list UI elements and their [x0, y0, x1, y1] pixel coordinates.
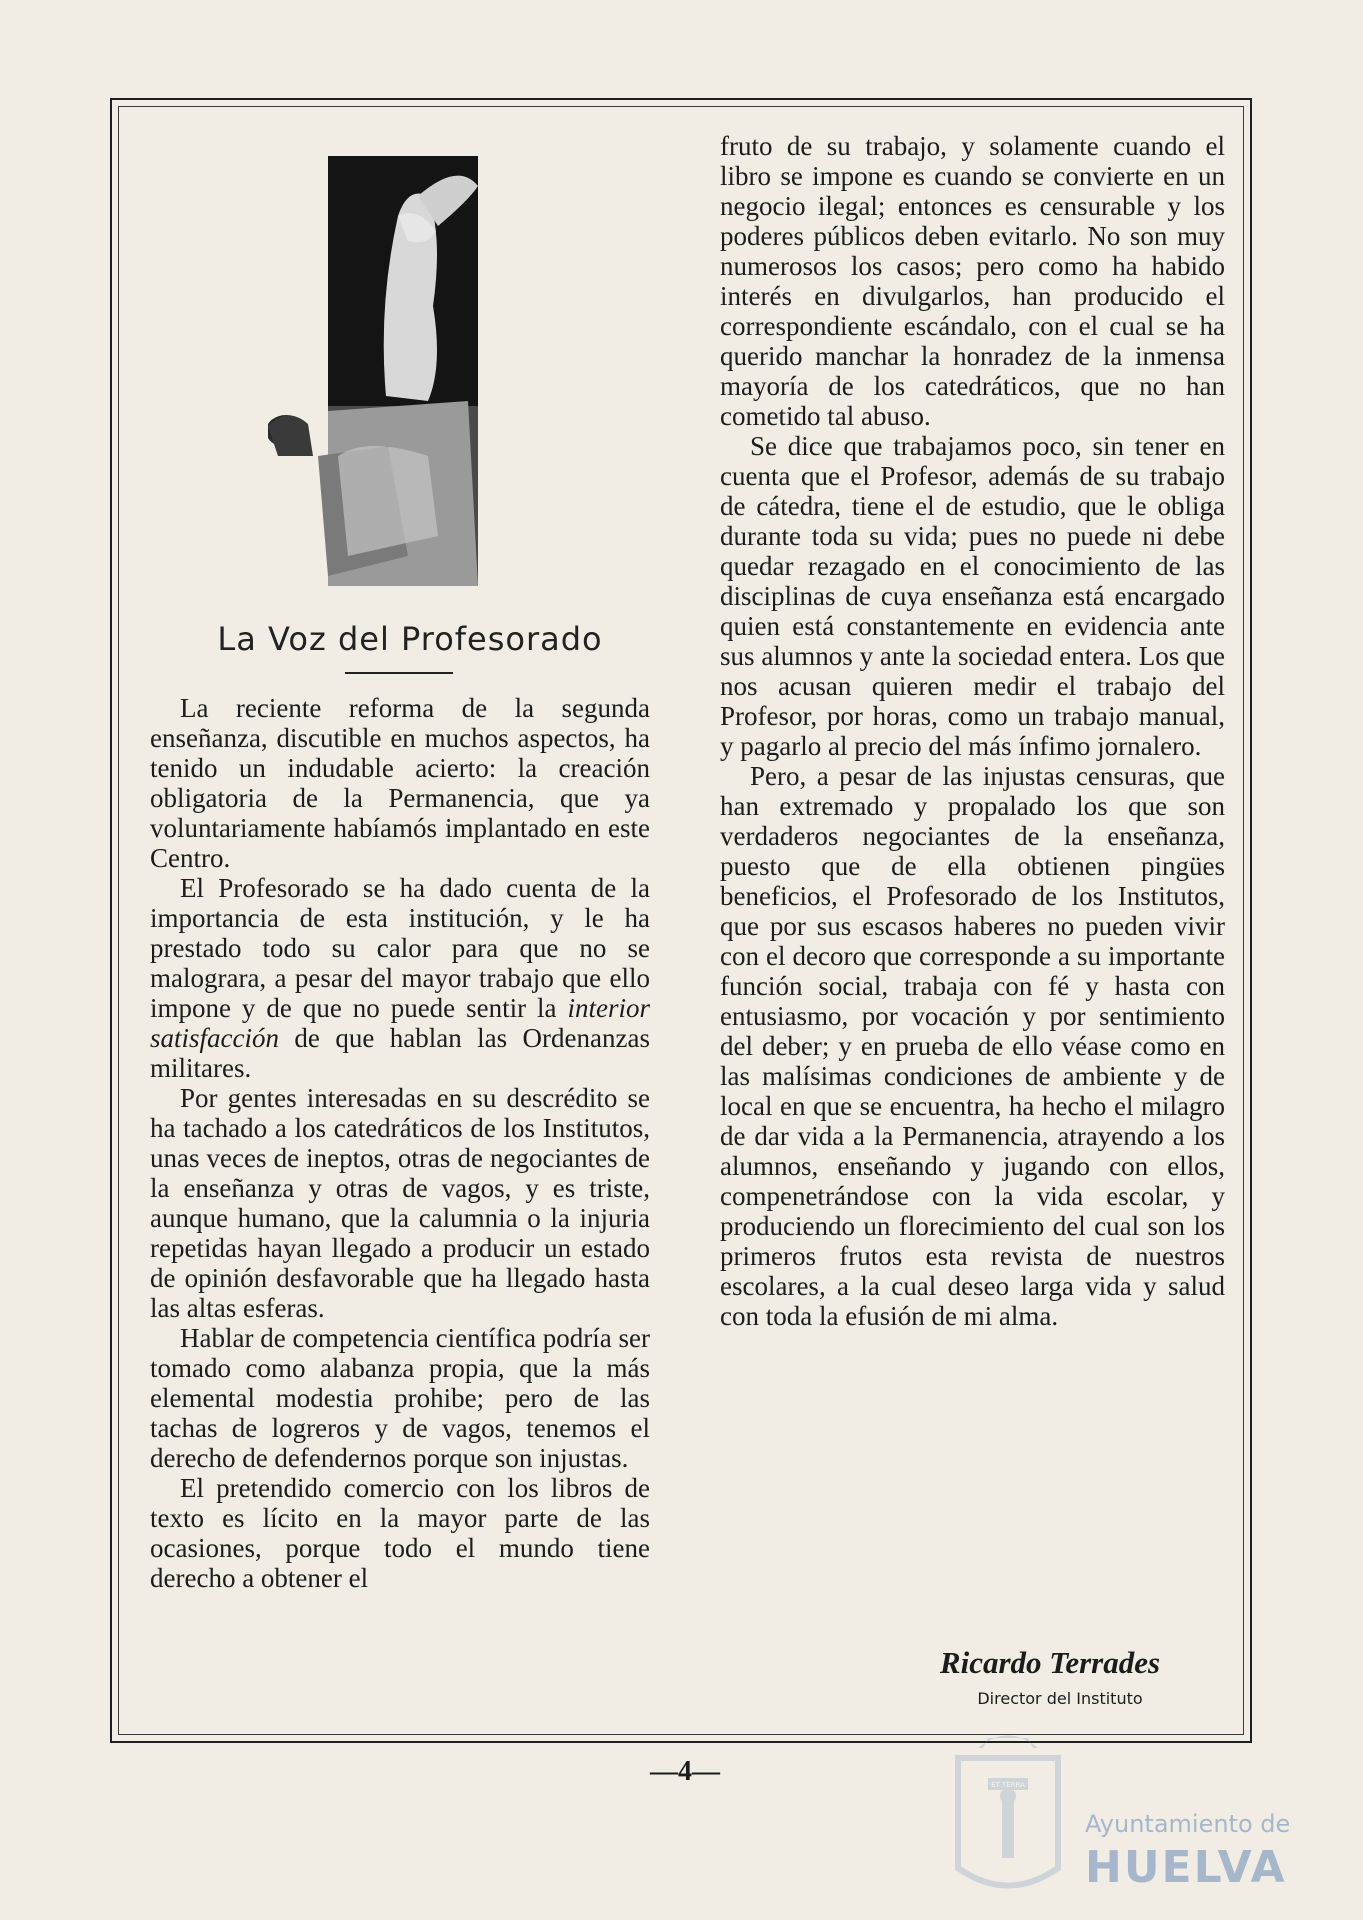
paragraph-7: Se dice que trabajamos poco, sin tener en cuenta que el Profesor, además de su trabajo de cátedra, tiene el de estudio, que le obliga durante toda su vida; pues no puede ni debe quedar rezagado en el conocimiento de las disciplinas de cuya enseñanza está encargado quien está constantemente en evidencia ante sus alumnos y ante la sociedad entera. Los que nos acusan quieren medir el trabajo del Profesor, por horas, como un trabajo manual, y pagarlo al precio del más ínfimo jornalero.: [720, 431, 1225, 761]
svg-text:ET TERRA: ET TERRA: [991, 1781, 1025, 1789]
paragraph-3: Por gentes interesadas en su descrédito se ha tachado a los catedráticos de los Institutos, unas veces de ineptos, otras de negociantes de la enseñanza y otras de vagos, y es triste, aunque humano, que la calumnia o la injuria repetidas hayan llegado a producir un estado de opinión desfavorable que ha llegado hasta las altas esferas.: [150, 1083, 650, 1323]
author-signature: Ricardo Terrades: [939, 1645, 1161, 1680]
title-underline: [345, 672, 453, 674]
article-title: La Voz del Profesorado: [217, 620, 603, 658]
paragraph-5: El pretendido comercio con los libros de texto es lícito en la mayor parte de las ocasiones, porque todo el mundo tiene derecho a obtener el: [150, 1473, 650, 1593]
left-column: [150, 693, 650, 1593]
paragraph-2: El Profesorado se ha dado cuenta de la importancia de esta institución, y le ha prestado todo su calor para que no se malograra, a pesar del mayor trabajo que ello impone y de que no puede sentir la interior satisfacción de que hablan las Ordenanzas militares.: [150, 873, 650, 1083]
italic-quote: interior satisfacción: [150, 993, 650, 1053]
watermark-line-1: Ayuntamiento de: [1085, 1810, 1291, 1838]
watermark-line-2: HUELVA: [1085, 1842, 1287, 1893]
paragraph-1: La reciente reforma de la segunda enseñanza, discutible en muchos aspectos, ha tenido un indudable acierto: la creación obligatoria de la Permanencia, que ya voluntariamente habíamós implantado en este Centro.: [150, 693, 650, 873]
paragraph-6: fruto de su trabajo, y solamente cuando el libro se impone es cuando se convierte en un negocio ilegal; entonces es censurable y los poderes públicos deben evitarlo. No son muy numerosos los casos; pero como ha habido interés en divulgarlos, han producido el correspondiente escándalo, con el cual se ha querido manchar la honradez de la inmensa mayoría de los catedráticos, que no han cometido tal abuso.: [720, 131, 1225, 431]
right-column: [720, 131, 1225, 1331]
paragraph-4: Hablar de competencia científica podría ser tomado como alabanza propia, que la más elemental modestia prohibe; pero de las tachas de logreros y de vagos, tenemos el derecho de defendernos porque son injustas.: [150, 1323, 651, 1473]
page-number: —4—: [650, 1756, 720, 1787]
author-role: Director del Instituto: [977, 1689, 1143, 1708]
paragraph-8: Pero, a pesar de las injustas censuras, que han extremado y propalado los que son verdaderos negociantes de la enseñanza, puesto que de ella obtienen pingües beneficios, el Profesorado de los Institutos, que por sus escasos haberes no pueden vivir con el decoro que corresponde a su importante función social, trabaja con fé y hasta con entusiasmo, por vocación y por sentimiento del deber; y en prueba de ello véase como en las malísimas condiciones de ambiente y de local en que se encuentra, ha hecho el milagro de dar vida a la Permanencia, atrayendo a los alumnos, enseñando y jugando con ellos, compenetrándose con la vida escolar, y produciendo un florecimiento del cual son los primeros frutos esta revista de nuestros escolares, a la cual deseo larga vida y salud con toda la efusión de mi alma.: [720, 761, 1225, 1331]
statue-photograph: [268, 156, 478, 586]
